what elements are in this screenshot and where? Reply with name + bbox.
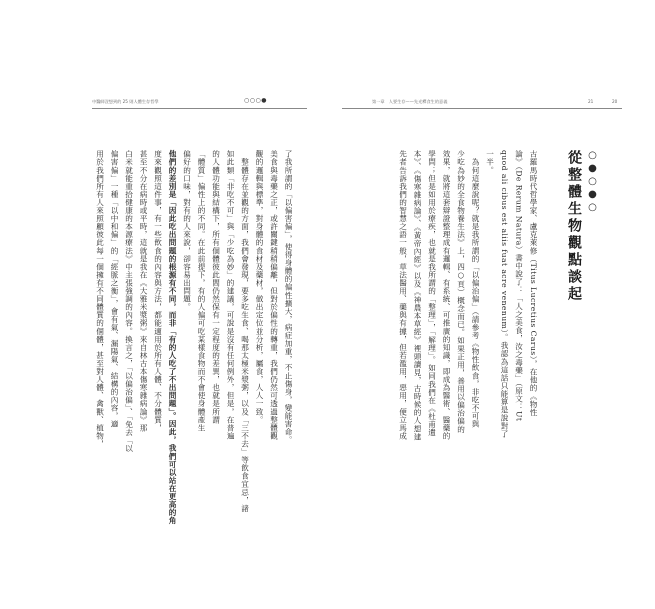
running-header-dots: ○○○●: [244, 97, 267, 104]
section-title: [565, 150, 601, 303]
body-line: 效果，就將這套辯證整理成有邏輯、有系統、可推廣的知識，即成為醫術、醫藥的: [442, 150, 451, 440]
body-line: 了我所謂的「以偏害偏」，使得身體的偏性擴大，病症加重，不止傷身，變能害命。: [284, 150, 293, 445]
body-line: 偏好的口味，對有的人來說，卻容易出問題。: [182, 150, 192, 311]
body-line: quod ali cibus est aliis fuat acre venenum）。我認為這話只能算是說對了: [500, 150, 509, 439]
body-line: 本》、《傷寒雜病論》、《黃帝內經》以及《神農本草經》裡頭讀見，古時候的人想建: [413, 150, 422, 441]
body-line: 一半。: [485, 150, 495, 175]
body-line: 白米就能重拾健康的本源療法》中主張強調的內容。換言之，「以偏治偏」、「免去「以: [124, 150, 134, 453]
header-rule-right: [342, 108, 622, 109]
section-title-text: 從整體生物觀點談起: [566, 150, 582, 303]
body-line: 為何這麼說呢？就是我所謂的「以偏治偏」（請參考《物性飲食，非吃不可與: [471, 150, 480, 428]
body-line: 甚至不分在病時或平時，這就是我在《大雅米漿粥》來自林古本傷寒雜病論》那: [139, 150, 148, 432]
page-number-right-1: 21: [588, 99, 594, 104]
body-line: 美食與毒藥之正，或許關鍵稍稍偏離，但對於偏性的轉重，我們仍然可透過整體觀: [269, 150, 279, 440]
header-rule-left: [92, 108, 307, 109]
body-line: 古羅馬時代哲學家、盧克萊修（Titus Lucretius Carus），在他的《物性: [529, 150, 538, 417]
body-line: 整體存在並觀的方面，我們會發現，要多吃生食、喝那太極米漿粥，以及「三不去」等飲食宜忌，諸: [240, 150, 250, 513]
body-line: 偏害偏」一種「以中和偏」的「經脈之衡」，會有氣、漏陽氣、結構的內容，適: [110, 150, 119, 428]
left-page-body: [90, 150, 295, 525]
body-line: 論》（De Rerum Natura）書中說了：「人之美食，汝之毒藥」（原文：Ut: [514, 150, 524, 422]
body-line: 觀的邏輯與標準，對身體的食材及藥材，做出定位並分析，屬食，人人一致。: [255, 150, 264, 424]
body-line: 「體質」偏性上的不同。在此前提下，有的人偏可吃某樣食物而不會使身體產生: [197, 150, 206, 432]
body-line: 先者告訴我們的智慧之語一般，草法醫用、藥與有據，但若濫用，惡用，便立馬成: [398, 150, 408, 440]
running-header-book-title: 中醫師沒想到的 25 則人體生存哲學: [92, 99, 159, 104]
body-line: 的人體功能與結構下，所有個體彼此間仍然保有一定程度的差異，也就是所謂: [211, 150, 221, 424]
body-line: 用於我們所有人來照顧彼此每一個擁有不同體質的個體，甚至對人體、禽獸、植物，: [95, 150, 105, 448]
body-line-bold: 他們的差別是「因此吃出問題的根源有不同，而非「有的人吃了不出問題」。因此，我們可以站在更高的角: [168, 150, 177, 525]
title-dots-ornament: ○●○●○: [587, 150, 598, 215]
body-line: 度來觀照這件事，有一些飲食的內容與方法，都能適用於所有人體、不分體質，: [153, 150, 163, 432]
page-number-right-2: 20: [612, 99, 618, 104]
right-page-body: [390, 150, 540, 450]
body-line: 如此類「非吃不可」與「少吃為妙」的建議，可說是沒有任何例外，但是，在普遍: [226, 150, 235, 440]
body-line: 少吃為妙的全食物養生法》上，四○頁）概念而已。如果正用，善用以偏治偏的: [456, 150, 466, 434]
body-line: 學問；但是如用於療疾，也就是我所謂的「整理」，「解理」。如同我們在《杜甫遺: [427, 150, 437, 437]
running-header-chapter: 第一章 人要生存——先光釋食生的意義: [372, 99, 448, 104]
